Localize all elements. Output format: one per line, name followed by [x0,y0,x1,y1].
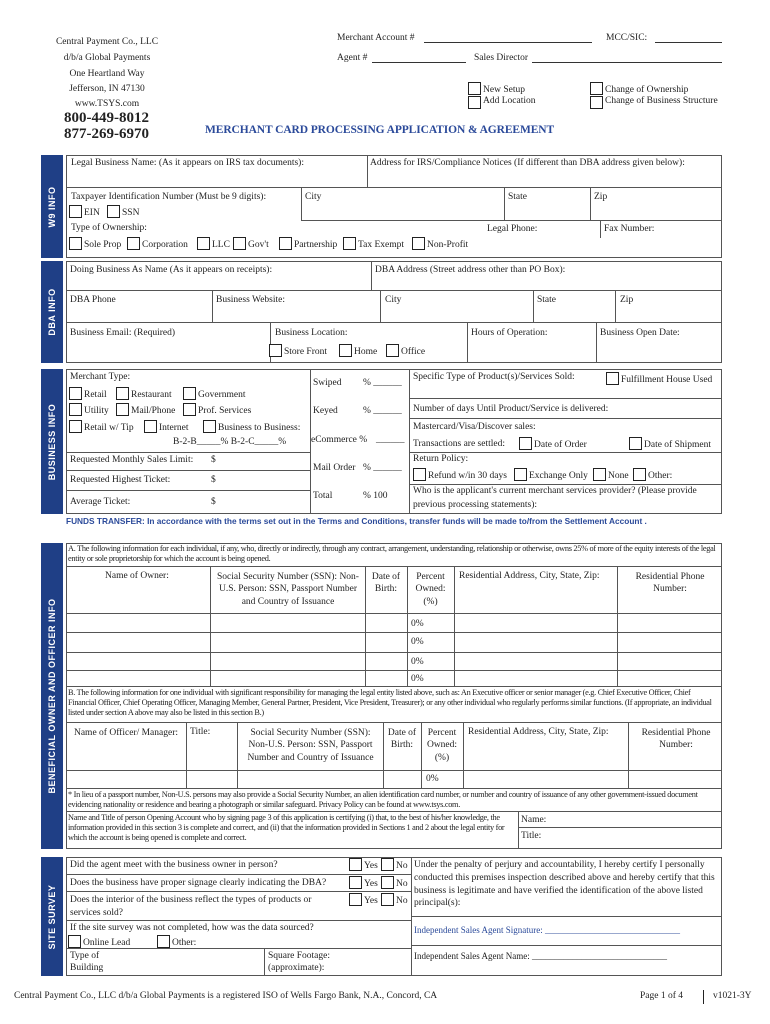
website-label[interactable]: Business Website: [216,295,285,305]
page-number: Page 1 of 4 [640,991,684,1001]
own-govt[interactable]: Gov't [233,237,269,251]
col-owner-name: Name of Owner: [105,571,169,581]
company-web: www.TSYS.com [74,99,140,109]
open-date-label[interactable]: Business Open Date: [600,328,680,338]
type-retail[interactable]: Retail [69,387,107,401]
settled-date-order[interactable]: Date of Order [519,437,587,451]
business-band: BUSINESS INFO [41,369,63,514]
q2-yes[interactable]: Yes [349,876,378,890]
own-sole-prop[interactable]: Sole Prop [69,237,121,251]
city-label[interactable]: City [305,192,322,202]
q3-yes[interactable]: Yes [349,893,378,907]
state-label[interactable]: State [508,192,527,202]
own-partnership[interactable]: Partnership [279,237,337,251]
type-utility[interactable]: Utility [69,403,109,417]
change-structure-checkbox[interactable] [590,96,603,109]
certification-text: Name and Title of person Opening Account who by signing page 3 of this application is certifying (i) that, to the best of his/her knowledge, the information provided in this section 3 is complete and correct, and (ii) that the information provided in Sections 1 and 2 about the legal entity for which the account is being opened is complete and correct. [68,813,505,842]
company-street: One Heartland Way [69,69,145,79]
company-name: Central Payment Co., LLC [55,37,159,47]
survey-q4: If the site survey was not completed, how was the data sourced? [70,923,314,933]
w9-band: W9 INFO [41,155,63,258]
checkbox-icon[interactable] [107,205,120,218]
legal-name-label[interactable]: Legal Business Name: (As it appears on IRS tax documents): [71,158,304,168]
fulfillment-option[interactable]: Fulfillment House Used [606,372,712,386]
total-pct: % 100 [363,491,388,501]
none-option[interactable]: None [593,468,629,482]
dba-address-label[interactable]: DBA Address (Street address other than PO Box): [375,265,566,275]
survey-band: SITE SURVEY [41,857,63,976]
type-b2b[interactable]: Business to Business: [203,420,300,434]
company-dba: d/b/a Global Payments [63,53,151,63]
owner-row-3-percent[interactable]: 0% [411,657,424,667]
col-officer-ssn: Social Security Number (SSN): Non-U.S. Person: SSN, Passport Number and Country of Issuance [247,728,374,763]
own-corporation[interactable]: Corporation [127,237,188,251]
add-location-checkbox[interactable] [468,96,481,109]
col-owner-ssn: Social Security Number (SSN): Non-U.S. Person: SSN, Passport Number and Country of Issuance [217,572,359,607]
average-ticket-label: Average Ticket: [70,497,131,507]
tin-label[interactable]: Taxpayer Identification Number (Must be 9 digits): [71,192,267,202]
section-a-text: A. The following information for each individual, if any, who, directly or indirectly, through any contract, arrangement, understanding, relationship or otherwise, owns 25% of more of the equity interests of the legal entity or sole proprietorship for which the account is being opened. [68,544,716,563]
col-officer-title: Title: [190,727,211,737]
loc-store-front[interactable]: Store Front [269,344,327,358]
owner-band: BENEFICIAL OWNER AND OFFICER INFO [41,543,63,849]
dba-phone-label[interactable]: DBA Phone [70,295,116,305]
checkbox-icon[interactable] [69,205,82,218]
type-internet[interactable]: Internet [144,420,189,434]
agent-label: Agent # [337,53,368,63]
swiped-label: Swiped [313,378,342,388]
days-label[interactable]: Number of days Until Product/Service is delivered: [413,404,609,414]
loc-office[interactable]: Office [386,344,425,358]
provider-label-2: previous processing statements): [413,500,538,510]
col-officer-address: Residential Address, City, State, Zip: [468,727,609,737]
funds-transfer-note: FUNDS TRANSFER: In accordance with the terms set out in the Terms and Conditions, transfer funds will be made to/from the Settlement Account . [66,516,647,526]
change-structure-option[interactable]: Change of Business Structure [605,96,718,106]
legal-phone-label[interactable]: Legal Phone: [487,224,538,234]
form-version: v1021-3Y [713,991,752,1001]
col-officer-phone: Residential Phone Number: [641,728,711,751]
col-owner-percent: Percent Owned: (%) [415,572,446,607]
ecommerce-label: eCommerce % [311,435,368,445]
checkbox-icon[interactable] [590,82,603,95]
building-type-label[interactable]: Type of [70,951,100,961]
loc-home[interactable]: Home [339,344,377,358]
total-label: Total [313,491,333,501]
zip-label[interactable]: Zip [594,192,608,202]
dba-zip-label[interactable]: Zip [620,295,634,305]
add-location-option[interactable]: Add Location [483,96,536,106]
sqft-label-2: (approximate): [268,963,325,973]
form-title: MERCHANT CARD PROCESSING APPLICATION & AGREEMENT [205,124,555,136]
checkbox-icon[interactable] [468,82,481,95]
own-tax-exempt[interactable]: Tax Exempt [343,237,404,251]
phone-2: 877-269-6970 [64,126,149,142]
survey-q1: Did the agent meet with the business owner in person? [70,860,278,870]
settled-date-ship[interactable]: Date of Shipment [629,437,711,451]
ownership-label: Type of Ownership: [71,223,147,233]
owner-row-2-percent[interactable]: 0% [411,637,424,647]
owner-row-4-percent[interactable]: 0% [411,674,424,684]
col-owner-phone: Residential Phone Number: [635,572,705,595]
cert-name-label[interactable]: Name: [521,815,547,825]
building-type-label-2: Building [70,963,104,973]
exchange-option[interactable]: Exchange Only [514,468,588,482]
own-llc[interactable]: LLC [197,237,230,251]
mail-order-label: Mail Order [313,463,356,473]
change-ownership-option[interactable]: Change of Ownership [590,82,688,96]
owner-row-1-percent[interactable]: 0% [411,619,424,629]
keyed-label: Keyed [313,406,338,416]
return-policy-label: Return Policy: [413,454,469,464]
cert-title-label[interactable]: Title: [521,831,542,841]
online-lead-option[interactable]: Online Lead [68,935,130,949]
col-owner-dob: Date of Birth: [371,572,401,595]
merchant-type-label: Merchant Type: [70,372,131,382]
passport-note: * In lieu of a passport number, Non-U.S. persons may also provide a Social Security Number, an alien identification card number, or number and country of issuance of any other government-issued document evidencing nationality or residence and bearing a photograph or similar safeguard. Privacy Policy can be found at www.tsys.com. [68,790,698,809]
q3-no[interactable]: No [381,893,408,907]
col-officer-dob: Date of Birth: [387,728,417,751]
mc-visa-label: Mastercard/Visa/Discover sales: [413,422,536,432]
provider-label[interactable]: Who is the applicant's current merchant services provider? (Please provide [413,486,697,496]
survey-q3: Does the interior of the business reflect the types of products or [70,895,312,905]
ecommerce-pct[interactable]: ______ [376,435,405,445]
settled-label: Transactions are settled: [413,439,505,449]
location-label: Business Location: [275,328,348,338]
ssn-option[interactable]: SSN [107,205,139,219]
products-label[interactable]: Specific Type of Product(s)/Services Sold: [413,372,575,382]
q1-no[interactable]: No [381,858,408,872]
dba-city-label[interactable]: City [385,295,402,305]
source-other-option[interactable]: Other: [157,935,196,949]
highest-ticket-label: Requested Highest Ticket: [70,475,171,485]
mail-order-pct[interactable]: % ______ [363,463,402,473]
highest-dollar[interactable]: $ [211,475,216,485]
ein-option[interactable]: EIN [69,205,100,219]
q1-yes[interactable]: Yes [349,858,378,872]
type-government[interactable]: Government [183,387,246,401]
company-city: Jefferson, IN 47130 [69,84,145,94]
mcc-label: MCC/SIC: [606,33,648,43]
email-label[interactable]: Business Email: (Required) [70,328,176,338]
sqft-label[interactable]: Square Footage: [268,951,331,961]
phone-1: 800-449-8012 [64,110,149,126]
survey-q2: Does the business have proper signage clearly indicating the DBA? [70,878,327,888]
type-retail-tip[interactable]: Retail w/ Tip [69,420,134,434]
section-b-text: B. The following information for one individual with significant responsibility for managing the legal entity listed above, such as: An Executive officer or senior manager (e.g. Chief Executive Officer, Chief Financial Officer, Chief Operating Officer, Managing Member, General Partner, President, Vice President, Treasurer); or any other individual who regularly performs similar functions. (If appropriate, an individual listed under section A above may also be listed in this section B.) [68,688,712,717]
type-prof-services[interactable]: Prof. Services [183,403,251,417]
dba-band: DBA INFO [41,261,63,363]
type-mail-phone[interactable]: Mail/Phone [116,403,175,417]
dba-name-label[interactable]: Doing Business As Name (As it appears on receipts): [70,265,273,275]
b2b-split[interactable]: B-2-B_____% B-2-C_____% [173,437,287,447]
monthly-limit-label: Requested Monthly Sales Limit: [70,455,194,465]
hours-label[interactable]: Hours of Operation: [471,328,548,338]
agent-name-line[interactable]: Independent Sales Agent Name: ______________________________ [414,951,667,961]
keyed-pct[interactable]: % ______ [363,406,402,416]
col-officer-percent: Percent Owned: (%) [426,728,458,763]
fax-label[interactable]: Fax Number: [604,224,655,234]
dba-state-label[interactable]: State [537,295,556,305]
refund-option[interactable]: Refund w/in 30 days [413,468,507,482]
q2-no[interactable]: No [381,876,408,890]
agent-signature-line[interactable]: Independent Sales Agent Signature: ______________________________ [414,925,680,935]
survey-q3-cont: services sold? [70,908,124,918]
type-restaurant[interactable]: Restaurant [116,387,172,401]
perjury-statement: Under the penalty of perjury and accountability, I hereby certify I personally conducted this premises inspection described above and hereby certify that this business is legitimate and have verified the identification of the above listed principal(s): [414,860,715,909]
col-officer-name: Name of Officer/ Manager: [73,728,178,738]
average-dollar[interactable]: $ [211,497,216,507]
officer-percent[interactable]: 0% [426,774,439,784]
own-non-profit[interactable]: Non-Profit [412,237,468,251]
swiped-pct[interactable]: % ______ [363,378,402,388]
sales-director-label: Sales Director [474,53,529,63]
footer-iso-note: Central Payment Co., LLC d/b/a Global Payments is a registered ISO of Wells Fargo Bank, N.A., Concord, CA [14,991,438,1001]
new-setup-option[interactable]: New Setup [468,82,525,96]
irs-address-label[interactable]: Address for IRS/Compliance Notices (If different than DBA address given below): [370,158,685,168]
merchant-account-label: Merchant Account # [337,33,415,43]
other-option[interactable]: Other: [633,468,672,482]
monthly-dollar[interactable]: $ [211,455,216,465]
col-owner-address: Residential Address, City, State, Zip: [459,571,600,581]
